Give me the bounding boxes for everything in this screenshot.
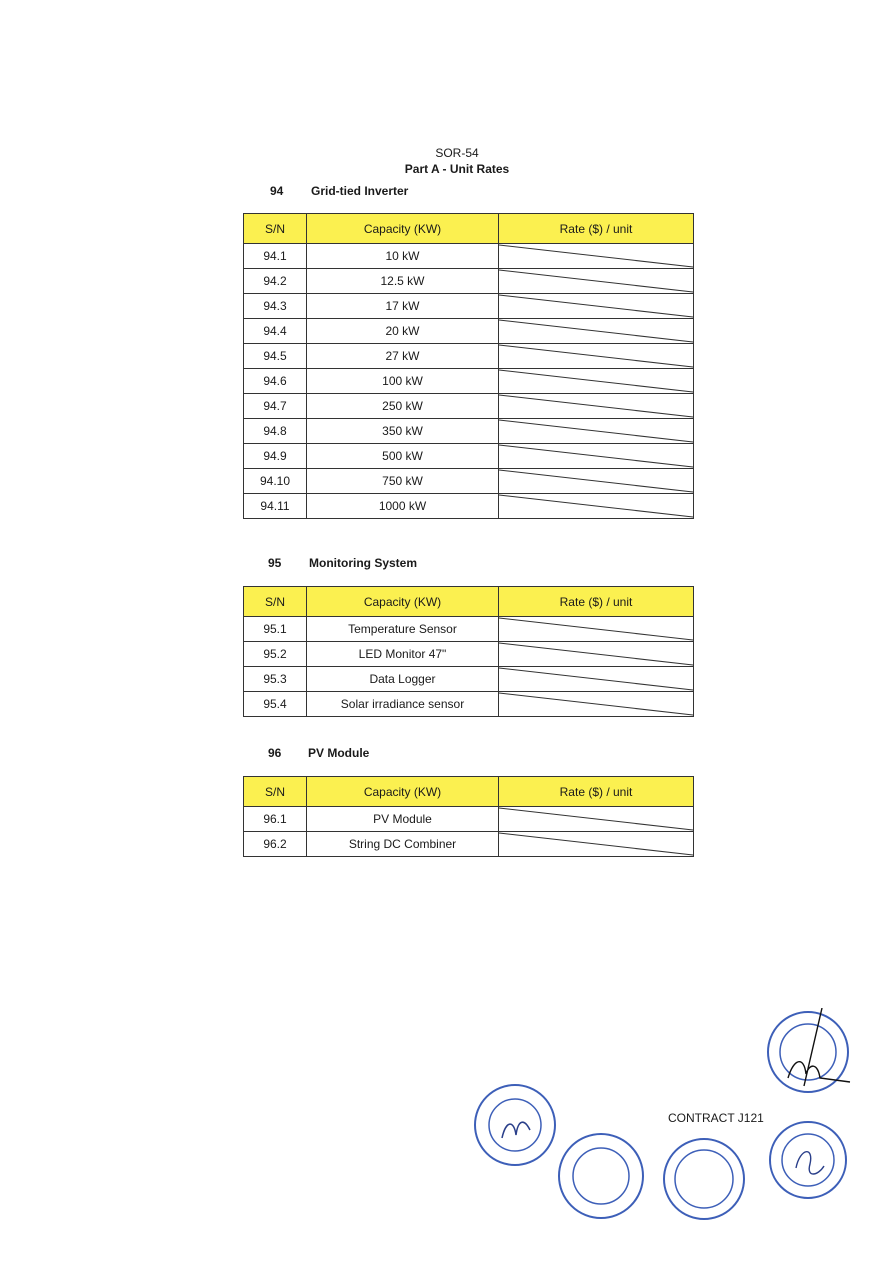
cell-rate — [499, 344, 694, 369]
cell-capacity: 750 kW — [307, 469, 499, 494]
cell-sn: 94.6 — [244, 369, 307, 394]
cell-rate — [499, 642, 694, 667]
company-seal-icon — [660, 1135, 748, 1223]
cell-capacity: 10 kW — [307, 244, 499, 269]
cell-rate — [499, 469, 694, 494]
cell-sn: 94.11 — [244, 494, 307, 519]
cell-capacity: 12.5 kW — [307, 269, 499, 294]
cell-sn: 94.5 — [244, 344, 307, 369]
cell-rate — [499, 494, 694, 519]
cell-capacity: String DC Combiner — [307, 832, 499, 857]
column-header-rate: Rate ($) / unit — [499, 214, 694, 244]
rates-table-monitoring — [243, 586, 694, 717]
column-header-capacity: Capacity (KW) — [307, 214, 499, 244]
strike-line — [499, 807, 693, 831]
cell-sn: 95.3 — [244, 667, 307, 692]
cell-sn: 94.7 — [244, 394, 307, 419]
strike-line — [499, 692, 693, 716]
document-code: SOR-54 — [435, 146, 479, 160]
strike-line — [499, 667, 693, 691]
strike-line — [499, 832, 693, 856]
strike-line — [499, 369, 693, 393]
strike-line — [499, 244, 693, 268]
column-header-rate: Rate ($) / unit — [499, 777, 694, 807]
strike-line — [499, 319, 693, 343]
cell-rate — [499, 269, 694, 294]
cell-capacity: 350 kW — [307, 419, 499, 444]
strike-line — [499, 344, 693, 368]
strike-line — [499, 294, 693, 318]
rates-table-inverter — [243, 213, 694, 519]
column-header-sn: S/N — [244, 587, 307, 617]
cell-sn: 95.2 — [244, 642, 307, 667]
strike-line — [499, 494, 693, 518]
strike-line — [499, 394, 693, 418]
cell-sn: 95.1 — [244, 617, 307, 642]
cell-rate — [499, 319, 694, 344]
table-row — [244, 469, 694, 494]
company-seal-icon — [766, 1118, 850, 1202]
strike-line — [499, 642, 693, 666]
cell-capacity: 1000 kW — [307, 494, 499, 519]
cell-rate — [499, 692, 694, 717]
cell-rate — [499, 667, 694, 692]
cell-capacity: 27 kW — [307, 344, 499, 369]
cell-sn: 96.1 — [244, 807, 307, 832]
cell-rate — [499, 807, 694, 832]
strike-line — [499, 617, 693, 641]
cell-capacity: PV Module — [307, 807, 499, 832]
cell-capacity: Solar irradiance sensor — [307, 692, 499, 717]
cell-capacity: 20 kW — [307, 319, 499, 344]
table-row — [244, 394, 694, 419]
table-row — [244, 344, 694, 369]
cell-rate — [499, 294, 694, 319]
company-seal-icon — [470, 1080, 560, 1170]
rates-table-pv-module — [243, 776, 694, 857]
table-row — [244, 832, 694, 857]
strike-line — [499, 444, 693, 468]
cell-capacity: LED Monitor 47" — [307, 642, 499, 667]
cell-rate — [499, 369, 694, 394]
strike-line — [499, 469, 693, 493]
contract-reference: CONTRACT J121 — [668, 1111, 764, 1125]
section-number: 95 — [268, 556, 282, 570]
cell-sn: 95.4 — [244, 692, 307, 717]
section-title: Monitoring System — [309, 556, 418, 570]
company-seal-icon — [764, 1008, 852, 1096]
cell-capacity: 17 kW — [307, 294, 499, 319]
table-header-row — [244, 587, 694, 617]
cell-sn: 94.8 — [244, 419, 307, 444]
table-row — [244, 494, 694, 519]
section-title: PV Module — [308, 746, 370, 760]
section-number: 96 — [268, 746, 282, 760]
strike-line — [499, 269, 693, 293]
strike-line — [499, 419, 693, 443]
table-row — [244, 294, 694, 319]
cell-sn: 94.3 — [244, 294, 307, 319]
table-row — [244, 642, 694, 667]
cell-rate — [499, 244, 694, 269]
cell-sn: 94.4 — [244, 319, 307, 344]
table-row — [244, 444, 694, 469]
table-row — [244, 692, 694, 717]
column-header-capacity: Capacity (KW) — [307, 777, 499, 807]
table-row — [244, 667, 694, 692]
cell-rate — [499, 832, 694, 857]
section-number: 94 — [270, 184, 284, 198]
column-header-capacity: Capacity (KW) — [307, 587, 499, 617]
cell-sn: 94.2 — [244, 269, 307, 294]
document-title: Part A - Unit Rates — [404, 162, 510, 176]
cell-capacity: Temperature Sensor — [307, 617, 499, 642]
table-row — [244, 269, 694, 294]
table-row — [244, 617, 694, 642]
table-row — [244, 807, 694, 832]
cell-sn: 96.2 — [244, 832, 307, 857]
table-row — [244, 419, 694, 444]
cell-sn: 94.9 — [244, 444, 307, 469]
column-header-sn: S/N — [244, 214, 307, 244]
table-row — [244, 244, 694, 269]
column-header-rate: Rate ($) / unit — [499, 587, 694, 617]
cell-capacity: 100 kW — [307, 369, 499, 394]
table-header-row — [244, 777, 694, 807]
cell-capacity: Data Logger — [307, 667, 499, 692]
cell-capacity: 250 kW — [307, 394, 499, 419]
column-header-sn: S/N — [244, 777, 307, 807]
cell-rate — [499, 617, 694, 642]
cell-rate — [499, 444, 694, 469]
cell-rate — [499, 394, 694, 419]
cell-capacity: 500 kW — [307, 444, 499, 469]
cell-rate — [499, 419, 694, 444]
table-header-row — [244, 214, 694, 244]
cell-sn: 94.10 — [244, 469, 307, 494]
table-row — [244, 319, 694, 344]
cell-sn: 94.1 — [244, 244, 307, 269]
company-seal-icon — [555, 1130, 647, 1222]
section-title: Grid-tied Inverter — [311, 184, 409, 198]
table-row — [244, 369, 694, 394]
